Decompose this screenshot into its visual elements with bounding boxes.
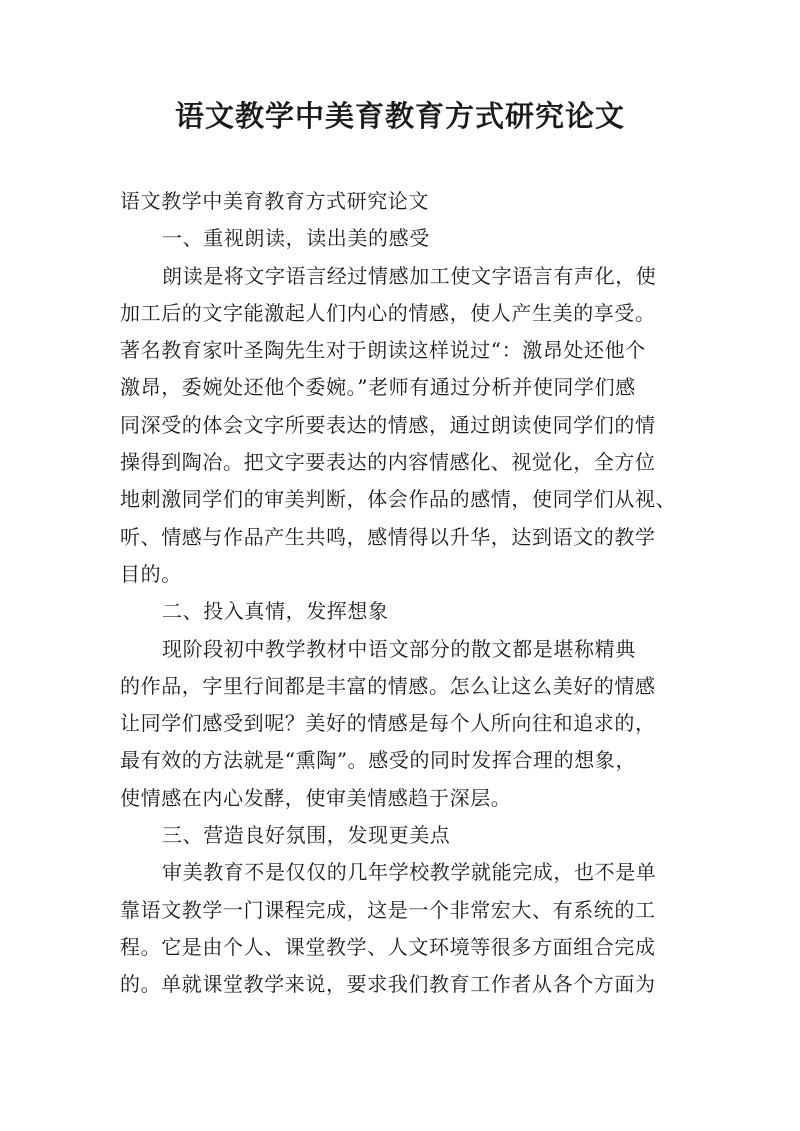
text-line: 听、情感与作品产生共鸣，感情得以升华，达到语文的教学 [120, 524, 656, 549]
text-line: 地刺激同学们的审美判断，体会作品的感情，使同学们从视、 [120, 487, 677, 512]
text-line: 程。它是由个人、课堂教学、人文环境等很多方面组合完成 [120, 934, 656, 959]
text-line: 激昂，委婉处还他个委婉。”老师有通过分析并使同学们感 [120, 375, 636, 400]
document-title: 语文教学中美育教育方式研究论文 [174, 99, 625, 133]
text-line: 现阶段初中教学教材中语文部分的散文都是堪称精典 [162, 636, 636, 661]
text-line: 操得到陶冶。把文字要表达的内容情感化、视觉化，全方位 [120, 450, 656, 475]
text-line: 靠语文教学一门课程完成，这是一个非常宏大、有系统的工 [120, 897, 656, 922]
text-line: 最有效的方法就是“熏陶”。感受的同时发挥合理的想象， [120, 748, 637, 773]
text-line: 使情感在内心发酵，使审美情感趋于深层。 [120, 785, 512, 810]
document-body [120, 183, 692, 1004]
text-line: 加工后的文字能激起人们内心的情感，使人产生美的享受。 [120, 300, 656, 325]
text-line: 同深受的体会文字所要表达的情感，通过朗读使同学们的情 [120, 412, 656, 437]
text-line: 的作品，字里行间都是丰富的情感。怎么让这么美好的情感 [120, 673, 656, 698]
text-line: 三、营造良好氛围，发现更美点 [162, 823, 451, 848]
text-line: 审美教育不是仅仅的几年学校教学就能完成，也不是单 [162, 860, 657, 885]
text-line: 让同学们感受到呢？美好的情感是每个人所向往和追求的， [120, 711, 656, 736]
text-line: 语文教学中美育教育方式研究论文 [120, 189, 429, 213]
text-line: 著名教育家叶圣陶先生对于朗读这样说过“：激昂处还他个 [120, 338, 646, 363]
text-line: 目的。 [120, 561, 182, 586]
text-line: 一、重视朗读，读出美的感受 [162, 226, 430, 251]
text-line: 朗读是将文字语言经过情感加工使文字语言有声化，使 [162, 263, 657, 288]
text-line: 二、投入真情，发挥想象 [162, 599, 389, 624]
text-line: 的。单就课堂教学来说，要求我们教育工作者从各个方面为 [120, 972, 656, 997]
